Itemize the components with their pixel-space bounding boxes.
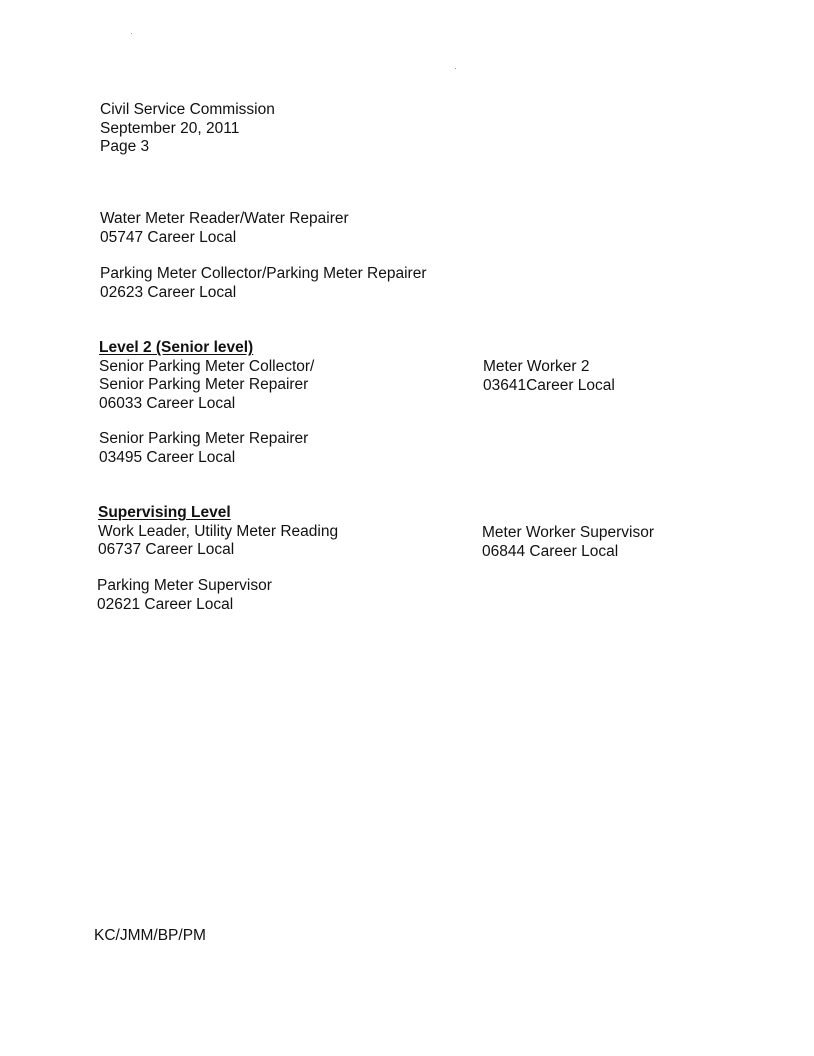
job-title: Water Meter Reader/Water Repairer [100, 210, 349, 227]
job-code: 06737 Career Local [98, 541, 235, 558]
header-organization: Civil Service Commission [100, 101, 275, 118]
job-title: Senior Parking Meter Repairer [99, 376, 309, 393]
page-header [100, 101, 275, 157]
job-code: 06844 Career Local [482, 542, 619, 560]
job-code: 06033 Career Local [99, 394, 236, 412]
section-heading: Level 2 (Senior level) [99, 339, 254, 356]
author-initials: KC/JMM/BP/PM [94, 927, 206, 944]
job-title: Meter Worker Supervisor [482, 524, 654, 541]
job-code: 03641Career Local [483, 376, 615, 394]
scan-speck [131, 33, 132, 34]
job-title: Senior Parking Meter Collector/ [99, 357, 315, 375]
job-title: Senior Parking Meter Repairer [99, 430, 309, 447]
scan-speck [455, 68, 456, 69]
header-page-number: Page 3 [100, 138, 150, 155]
job-entry [99, 430, 308, 467]
job-title: Parking Meter Supervisor [97, 577, 272, 594]
job-title: Work Leader, Utility Meter Reading [98, 522, 339, 540]
header-date: September 20, 2011 [100, 119, 240, 137]
job-code: 03495 Career Local [99, 448, 236, 466]
section-heading: Supervising Level [98, 504, 231, 521]
job-entry-right [482, 524, 654, 561]
job-code: 02621 Career Local [97, 595, 234, 613]
job-title: Meter Worker 2 [483, 358, 590, 375]
job-entry-right [483, 358, 615, 395]
job-entry [100, 265, 426, 302]
level2-section-left [99, 339, 314, 413]
job-entry [97, 577, 272, 614]
supervising-section-left [98, 504, 338, 560]
footer [94, 927, 206, 946]
job-entry [100, 210, 349, 247]
job-title: Parking Meter Collector/Parking Meter Repairer [100, 265, 427, 282]
job-code: 02623 Career Local [100, 283, 237, 301]
job-code: 05747 Career Local [100, 228, 237, 246]
